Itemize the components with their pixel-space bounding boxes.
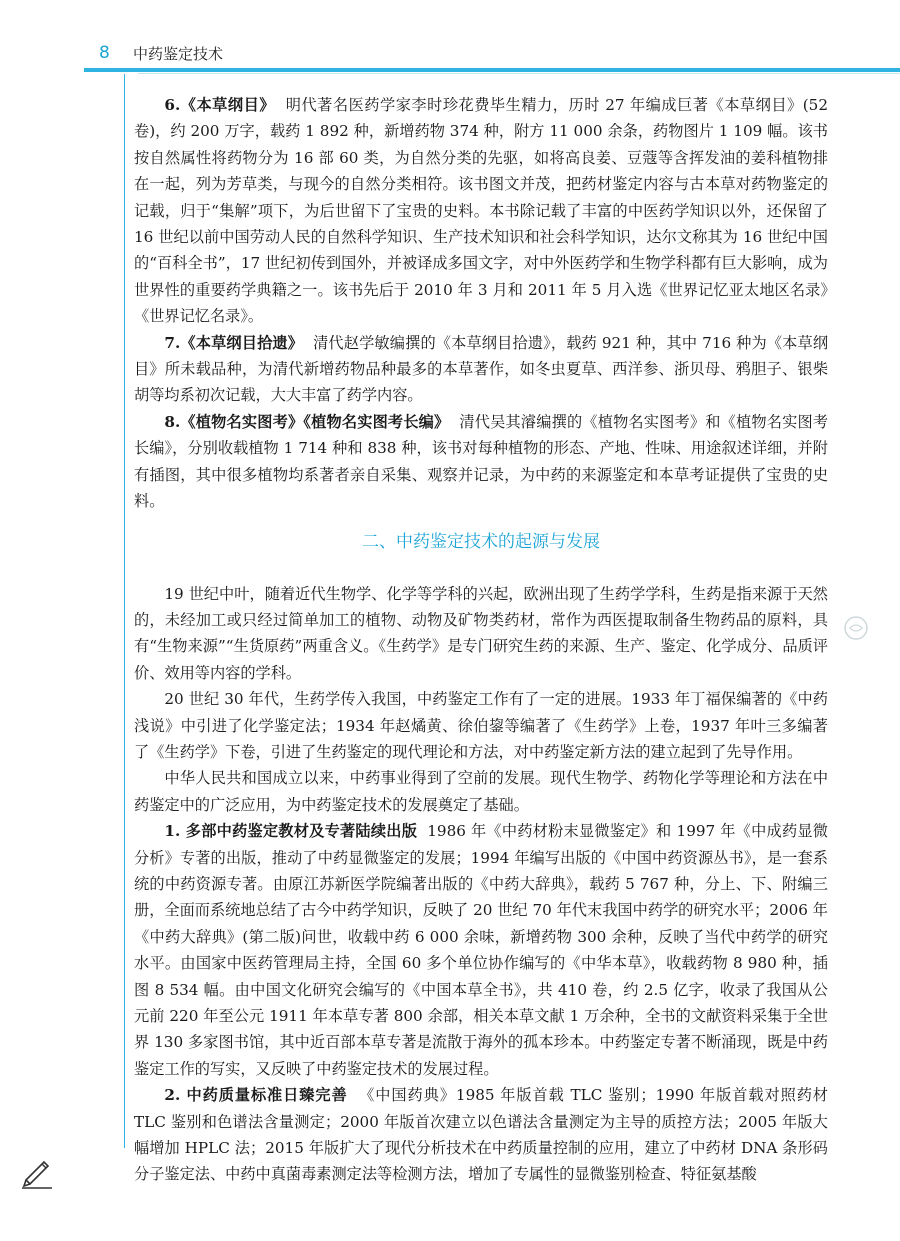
paragraph-head: 2. 中药质量标准日臻完善 — [164, 1086, 348, 1105]
paragraph-text: 中华人民共和国成立以来，中药事业得到了空前的发展。现代生物学、药物化学等理论和方法在中药鉴定中的广泛应用，为中药鉴定技术的发展奠定了基础。 — [134, 769, 828, 814]
paragraph-head: 8.《植物名实图考》《植物名实图考长编》 — [164, 412, 450, 431]
page-body — [134, 92, 828, 1188]
paragraph-head: 7.《本草纲目拾遗》 — [164, 333, 304, 352]
paragraph — [134, 818, 828, 1082]
paragraph-gap — [417, 822, 427, 840]
paragraph-gap — [449, 413, 459, 431]
paragraph — [134, 330, 828, 409]
paragraph-gap — [275, 96, 286, 114]
paragraph-text: 20 世纪 30 年代，生药学传入我国，中药鉴定工作有了一定的进展。1933 年丁福保编著的《中药浅说》中引进了化学鉴定法；1934 年赵燏黄、徐伯鋆等编著了《生药学》上卷，1937 年叶三多编著了《生药学》下卷，引进了生药鉴定的现代理论和方法，对中药鉴定新方法的建立起到了先导作用。 — [134, 690, 828, 761]
paragraph — [134, 765, 828, 818]
paragraph-text: 1986 年《中药材粉末显微鉴定》和 1997 年《中成药显微分析》专著的出版，推动了中药显微鉴定的发展；1994 年编写出版的《中国中药资源丛书》，是一套系统的中药资源专著。由原江苏新医学院编著出版的《中药大辞典》，载药 5 767 种，分上、下、附编三册，全面而系统地总结了古今中药学知识，反映了 20 世纪 70 年代末我国中药学的研究水平；2006 年《中药大辞典》(第二版)问世，收载中药 6 000 余味，新增药物 300 余种，反映了当代中药学的研究水平。由国家中医药管理局主持，全国 60 多个单位协作编写的《中华本草》，收载药物 8 980 种，插图 8 534 幅。由中国文化研究会编写的《中国本草全书》，共 410 卷，约 2.5 亿字，收录了我国从公元前 220 年至公元 1911 年本草专著 800 余部，相关本草文献 1 万余种，全书的文献资料采集于全世界 130 多家图书馆，其中近百部本草专著是流散于海外的孤本珍本。中药鉴定专著不断涌现，既是中药鉴定工作的写实，又反映了中药鉴定技术的发展过程。 — [134, 822, 828, 1078]
paragraph — [134, 92, 828, 330]
page-header — [0, 0, 900, 72]
paragraph — [134, 581, 828, 687]
paragraph-text: 19 世纪中叶，随着近代生物学、化学等学科的兴起，欧洲出现了生药学学科，生药是指来源于天然的，未经加工或只经过简单加工的植物、动物及矿物类药材，常作为西医提取制备生物药品的原料，具有“生物来源”“生货原药”两重含义。《生药学》是专门研究生药的来源、生产、鉴定、化学成分、品质评价、效用等内容的学科。 — [134, 584, 828, 682]
section-heading: 二、中药鉴定技术的起源与发展 — [362, 531, 600, 552]
running-title: 中药鉴定技术 — [133, 45, 224, 63]
paragraph-head: 6.《本草纲目》 — [164, 96, 276, 114]
watermark-seal-icon — [843, 615, 869, 641]
page-number: 8 — [99, 43, 110, 63]
paragraph-text: 清代吴其濬编撰的《植物名实图考》和《植物名实图考长编》，分别收载植物 1 714 种和 838 种，该书对每种植物的形态、产地、性味、用途叙述详细，并附有插图，其中很多植物均系著者亲自采集、观察并记录，为中药的来源鉴定和本草考证提供了宝贵的史料。 — [134, 412, 829, 511]
pen-icon — [18, 1150, 58, 1190]
paragraph — [134, 409, 828, 515]
paragraph-gap — [303, 334, 313, 352]
paragraph — [134, 1082, 828, 1188]
paragraph — [134, 686, 828, 765]
header-rule — [84, 68, 900, 72]
header-rule-thin — [138, 73, 900, 74]
margin-line — [124, 74, 125, 1148]
paragraph-gap — [348, 1086, 360, 1104]
paragraph-text: 明代著名医药学家李时珍花费毕生精力，历时 27 年编成巨著《本草纲目》(52 卷)，约 200 万字，载药 1 892 种，新增药物 374 种，附方 11 000 余条，药物图片 1 109 幅。该书按自然属性将药物分为 16 部 60 类，为自然分类的先驱，如将高良姜、豆蔻等含挥发油的姜科植物排在一起，列为芳草类，与现今的自然分类相符。该书图文并茂，把药材鉴定内容与古本草对药物鉴定的记载，归于“集解”项下，为后世留下了宝贵的史料。本书除记载了丰富的中医药学知识以外，还保留了 16 世纪以前中国劳动人民的自然科学知识、生产技术知识和社会科学知识，达尔文称其为 16 世纪中国的“百科全书”，17 世纪初传到国外，并被译成多国文字，对中外医药学和生物学科都有巨大影响，成为世界性的重要药学典籍之一。该书先后于 2010 年 3 月和 2011 年 5 月入选《世界记忆亚太地区名录》《世界记忆名录》。 — [134, 96, 829, 326]
paragraph-text: 清代赵学敏编撰的《本草纲目拾遗》，载药 921 种，其中 716 种为《本草纲目》所未载品种，为清代新增药物品种最多的本草著作，如冬虫夏草、西洋参、浙贝母、鸦胆子、银柴胡等均系初次记载，大大丰富了药学内容。 — [134, 333, 829, 405]
paragraph-head: 1. 多部中药鉴定教材及专著陆续出版 — [164, 822, 418, 841]
paragraph-text: 《中国药典》1985 年版首载 TLC 鉴别；1990 年版首载对照药材 TLC 鉴别和色谱法含量测定；2000 年版首次建立以色谱法含量测定为主导的质控方法；2005 年版大幅增加 HPLC 法；2015 年版扩大了现代分析技术在中药质量控制的应用，建立了中药材 DNA 条形码分子鉴定法、中药中真菌毒素测定法等检测方法，增加了专属性的显微鉴别检查、特征氨基酸 — [134, 1086, 828, 1184]
